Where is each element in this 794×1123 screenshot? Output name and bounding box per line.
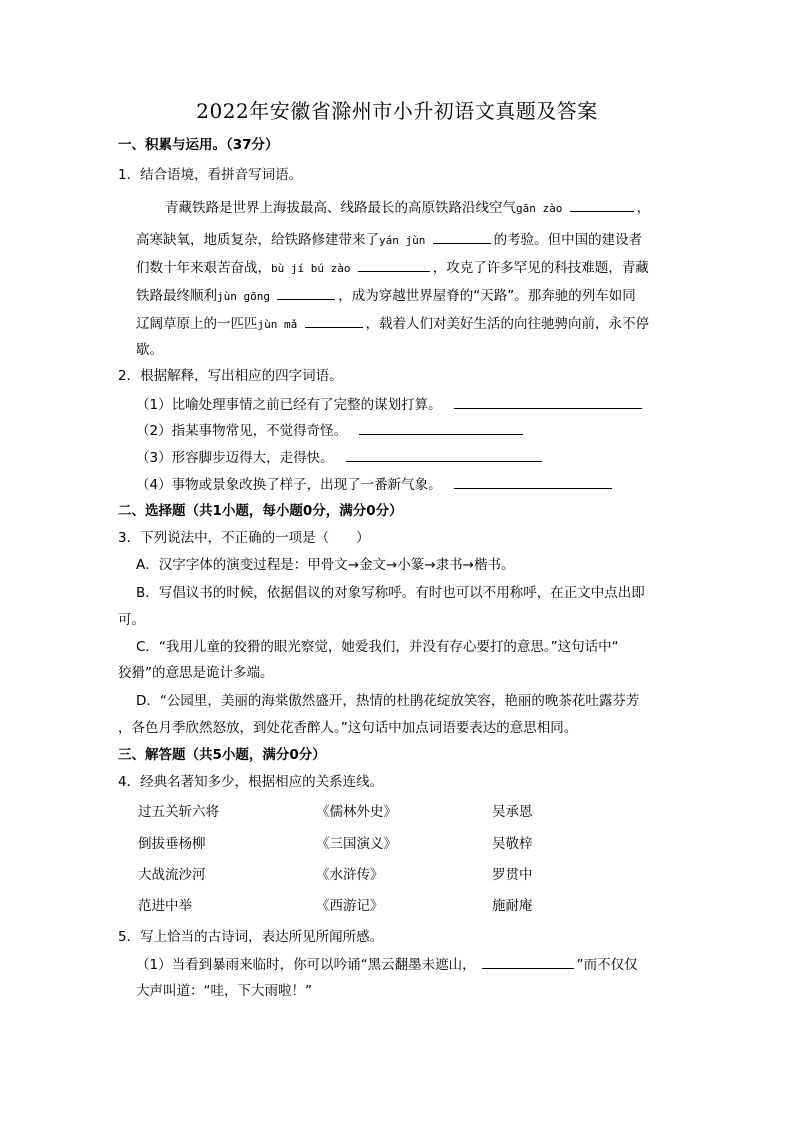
pinyin: bù jí bú zào [271,262,351,275]
passage-text: ，攻克了许多罕见的科技难题，青藏 [432,260,649,276]
document-title: 2022年安徽省滁州市小升初语文真题及答案 [196,99,598,123]
answer-blank[interactable] [277,286,335,300]
option-c[interactable]: C．“我用儿童的狡猾的眼光察觉，她爱我们，并没有存心要打的意思。”这句话中“ [136,639,619,655]
answer-blank[interactable] [346,448,542,462]
section-heading-1: 一、积累与运用。（37分） [118,137,279,153]
answer-blank[interactable] [454,395,642,409]
passage-text: 高寒缺氧，地质复杂，给铁路修建带来了 [136,232,379,248]
question-2-item-1 [136,395,645,414]
passage-text: 的考验。但中国的建设者 [493,232,643,248]
item-text: （4）事物或景象改换了样子，出现了一番新气象。 [136,477,442,493]
option-b[interactable]: B．写倡议书的时候，依据倡议的对象写称呼。有时也可以不用称呼，在正文中点出即 [136,585,645,601]
question-1-line-4 [136,286,636,306]
answer-blank[interactable] [305,314,363,328]
book-item[interactable]: 《水浒传》 [316,867,384,883]
question-5-stem: 5．写上恰当的古诗词，表达所见所闻所感。 [118,929,384,945]
question-1-line-1 [165,198,650,218]
question-4-stem: 4．经典名著知多少，根据相应的关系连线。 [118,774,384,790]
question-2-item-3 [136,448,545,467]
question-2-stem: 2．根据解释，写出相应的四字词语。 [118,368,343,384]
question-1-stem: 1．结合语境，看拼音写词语。 [118,167,303,183]
option-d[interactable]: D．“公园里，美丽的海棠傲然盛开，热情的杜鹃花绽放笑容，艳丽的晚茶花吐露芬芳 [136,693,640,709]
passage-text: 青藏铁路是世界上海拔最高、线路最长的高原铁路沿线空气 [165,200,516,216]
plot-item[interactable]: 大战流沙河 [138,867,206,883]
option-c-continued: 狡猾”的意思是诡计多端。 [118,665,274,681]
question-3-stem: 3．下列说法中，不正确的一项是（ ） [118,530,370,546]
passage-text: ，成为穿越世界屋脊的“天路”。那奔驰的列车如同 [338,288,636,304]
author-item[interactable]: 吴承恩 [492,804,533,820]
book-item[interactable]: 《三国演义》 [316,836,397,852]
answer-blank[interactable] [454,475,612,489]
answer-blank[interactable] [359,421,523,435]
item-text: （2）指某事物常见，不觉得奇怪。 [136,423,348,439]
question-1-line-3 [136,258,649,278]
item-text: ”而不仅仅 [576,957,638,973]
answer-blank[interactable] [433,230,491,244]
question-1-line-2 [136,230,642,250]
pinyin: yán jùn [379,234,426,247]
book-item[interactable]: 《儒林外史》 [316,804,397,820]
passage-text: 铁路最终顺利 [136,288,217,304]
answer-blank[interactable] [358,258,430,272]
section-heading-3: 三、解答题（共5小题，满分0分） [118,747,326,763]
passage-text: ， [636,200,651,216]
question-1-line-6: 歇。 [136,342,163,358]
option-b-continued: 可。 [118,612,145,628]
item-text: （1）当看到暴雨来临时，你可以吟诵“黑云翻墨未遮山， [136,957,476,973]
answer-blank[interactable] [570,198,634,212]
question-5-item-1-continued: 大声叫道：“哇，下大雨啦！” [136,983,312,999]
plot-item[interactable]: 倒拔垂杨柳 [138,836,206,852]
passage-text: ，载着人们对美好生活的向往驰骋向前，永不停 [365,316,650,332]
plot-item[interactable]: 范进中举 [138,898,192,914]
item-text: （1）比喻处理事情之前已经有了完整的谋划打算。 [136,397,442,413]
book-item[interactable]: 《西游记》 [316,898,384,914]
passage-text: 辽阔草原上的一匹匹 [136,316,258,332]
plot-item[interactable]: 过五关斩六将 [138,804,219,820]
author-item[interactable]: 罗贯中 [492,867,533,883]
option-d-continued: ，各色月季欣然怒放，到处花香醉人。”这句话中加点词语要表达的意思相同。 [118,720,578,736]
pinyin: jùn mǎ [257,318,298,331]
item-text: （3）形容脚步迈得大，走得快。 [136,450,334,466]
option-a[interactable]: A．汉字字体的演变过程是：甲骨文→金文→小篆→隶书→楷书。 [136,557,515,573]
question-2-item-4 [136,475,615,494]
passage-text: 们数十年来艰苦奋战， [136,260,271,276]
author-item[interactable]: 施耐庵 [492,898,533,914]
question-5-item-1 [136,955,638,974]
pinyin: jùn gōng [217,290,270,303]
author-item[interactable]: 吴敬梓 [492,836,533,852]
answer-blank[interactable] [482,955,574,969]
section-heading-2: 二、选择题（共1小题，每小题0分，满分0分） [118,503,403,519]
pinyin: gān zào [516,202,563,215]
question-2-item-2 [136,421,526,440]
question-1-line-5 [136,314,649,334]
